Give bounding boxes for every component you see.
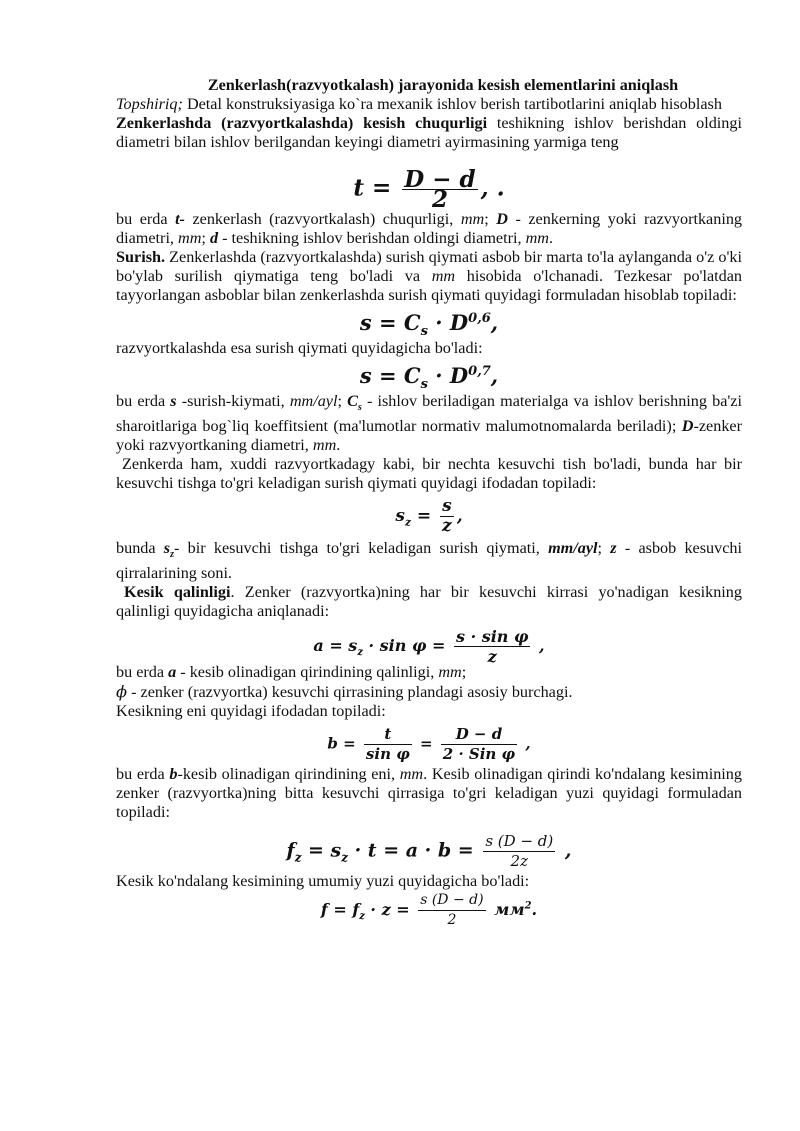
formula-b-fraction-2 bbox=[441, 725, 517, 764]
legend-text: . bbox=[548, 229, 554, 247]
formula-fz-sub-2: z bbox=[341, 850, 348, 865]
formula-f-end: . bbox=[531, 900, 538, 920]
formula-a-mid: · sin φ = bbox=[362, 636, 451, 656]
unit-mm: mm bbox=[399, 765, 424, 784]
legend-text: zenkerlash (razvyortkalash) chuqurligi, bbox=[184, 210, 461, 228]
task-text: Detal konstruksiyasiga ko`ra mexanik ishlov berish tartibotlarini aniqlab hisoblash bbox=[182, 95, 722, 113]
formula-b-fraction-1 bbox=[364, 725, 412, 764]
legend-text: bu erda bbox=[116, 765, 170, 784]
total-area-paragraph: Kesik ko'ndalang kesimining umumiy yuzi quyidagicha bo'ladi: bbox=[116, 872, 530, 891]
ream-paragraph: razvyortkalashda esa surish qiymati quyidagicha bo'ladi: bbox=[116, 339, 483, 357]
depth-heading: Zenkerlashda (razvyortkalashda) kesish chuqurligi bbox=[116, 114, 488, 132]
feed-legend bbox=[116, 392, 742, 455]
symbol-C: C bbox=[347, 392, 358, 410]
angle-legend bbox=[116, 682, 742, 702]
formula-sz-tail: , bbox=[456, 506, 463, 527]
unit-mm: mm bbox=[431, 267, 456, 285]
formula-b-numerator-1: t bbox=[364, 725, 412, 745]
thickness-text: . Zenker (razvyortka)ning har bir kesuvchi kirrasi yo'nadigan kesikning qalinligi quyidagicha aniqlanadi: bbox=[116, 583, 742, 621]
thickness-heading: Kesik qalinligi bbox=[124, 583, 231, 602]
formula-a-denominator: z bbox=[487, 647, 497, 667]
symbol-d: d bbox=[209, 229, 219, 247]
legend-text: bu erda bbox=[116, 392, 171, 410]
formula-sz-sub: z bbox=[404, 516, 411, 529]
formula-feed-zenker-tail: , bbox=[490, 310, 499, 335]
formula-fz-mid: = s bbox=[301, 839, 342, 862]
legend-text: - bir kesuvchi tishga to'gri keladigan surish qiymati, bbox=[174, 539, 549, 558]
formula-sz-fraction bbox=[440, 497, 454, 536]
formula-fz-numerator: s (D − d) bbox=[485, 832, 554, 851]
tooth-legend bbox=[116, 539, 742, 583]
legend-text: bunda bbox=[116, 539, 164, 558]
formula-sz-denominator: z bbox=[442, 516, 452, 537]
symbol-sz-sub: z bbox=[170, 549, 175, 561]
legend-text: . Kesib olinadigan qirindi ko'ndalang kesimining zenker (razvyortka)ning bitta kesuvchi qirrasiga to'gri keladigan yuzi quyidagi formuladan topiladi: bbox=[116, 765, 742, 822]
formula-f-sub: z bbox=[359, 911, 365, 923]
feed-heading: Surish. bbox=[116, 248, 166, 266]
depth-text: teshikning ishlov berishdan oldingi diametri bilan ishlov berilgandan keyingi diametri ayirmasining yarmiga teng bbox=[116, 114, 742, 151]
formula-a-fraction bbox=[454, 627, 530, 666]
formula-f-lhs: f = f bbox=[320, 900, 360, 920]
depth-paragraph bbox=[116, 114, 742, 152]
formula-fz-mid-2: · t = a · b = bbox=[347, 839, 481, 862]
formula-sz-eq: = bbox=[410, 506, 438, 527]
formula-f-fraction bbox=[418, 891, 485, 930]
symbol-sz: s bbox=[163, 539, 171, 558]
formula-a-lhs: a = s bbox=[313, 636, 358, 656]
legend-text: ; bbox=[337, 392, 348, 410]
formula-f-numerator: s (D − d) bbox=[418, 891, 485, 911]
unit-mm: mm bbox=[178, 229, 202, 247]
formula-depth bbox=[116, 166, 742, 213]
legend-text: ; bbox=[484, 210, 497, 228]
legend-text: - teshikning ishlov berishdan oldingi diametri, bbox=[218, 229, 526, 247]
legend-text: ; bbox=[597, 539, 611, 558]
formula-f-unit: мм bbox=[488, 900, 525, 920]
legend-text: - asbob kesuvchi qirralarining soni. bbox=[116, 539, 742, 583]
formula-fz-fraction bbox=[483, 832, 555, 871]
page-title: Zenkerlash(razvyotkalash) jarayonida kesish elementlarini aniqlash bbox=[207, 76, 679, 94]
formula-a-numerator: s · sin φ bbox=[455, 627, 529, 647]
formula-depth-fraction bbox=[402, 166, 477, 213]
legend-text: - kesib olinadigan qirindining qalinligi, bbox=[176, 663, 439, 682]
thickness-paragraph bbox=[116, 583, 742, 621]
thickness-legend bbox=[116, 663, 742, 682]
formula-f-denominator: 2 bbox=[447, 912, 457, 929]
unit-mm: mm bbox=[525, 229, 549, 247]
formula-fz-sub: z bbox=[294, 850, 302, 865]
formula-depth-lhs: t bbox=[353, 174, 364, 202]
feed-text: hisobida o'lchanadi. Tezkesar po'latdan tayyorlangan asboblar bilan zenkerlashda surish qiymati quyidagi formuladan hisoblab topiladi: bbox=[116, 267, 743, 304]
formula-depth-tail: , . bbox=[480, 174, 505, 202]
symbol-D: D bbox=[681, 417, 694, 436]
formula-total-area bbox=[116, 891, 742, 929]
legend-text: . bbox=[336, 436, 341, 455]
width-legend bbox=[116, 765, 742, 822]
symbol-z: z bbox=[610, 539, 617, 558]
unit-mm-ayl: mm/ayl bbox=[548, 539, 598, 558]
unit-mm: mm bbox=[438, 663, 462, 682]
formula-b-eq: = bbox=[414, 734, 438, 753]
formula-fz-tail: , bbox=[558, 839, 572, 862]
formula-b-denominator-2: 2 · Sin φ bbox=[442, 745, 516, 764]
legend-text: -surish-kiymati, bbox=[176, 392, 290, 410]
formula-feed-reamer-sub: s bbox=[420, 377, 428, 393]
symbol-b: b bbox=[169, 765, 178, 784]
formula-b-tail: , bbox=[520, 734, 531, 753]
formula-b-denominator-1: sin φ bbox=[365, 745, 410, 764]
formula-feed-zenker-mid: · D bbox=[427, 310, 469, 335]
width-paragraph: Kesikning eni quyidagi ifodadan topiladi: bbox=[116, 702, 386, 721]
formula-feed-zenker bbox=[116, 309, 742, 340]
legend-text: bu erda bbox=[116, 210, 176, 228]
formula-fz-denominator: 2z bbox=[510, 852, 528, 871]
symbol-t: t- bbox=[175, 210, 185, 228]
formula-depth-denominator: 2 bbox=[431, 186, 448, 213]
legend-text: - zenker (razvyortka) kesuvchi qirrasining plandagi asosiy burchagi. bbox=[127, 683, 573, 702]
legend-text: ; bbox=[461, 663, 467, 682]
formula-f-mid: · z = bbox=[364, 900, 416, 920]
formula-feed-reamer-exp: 0,7 bbox=[468, 364, 491, 379]
formula-thickness bbox=[116, 627, 742, 667]
formula-fz-lhs: f bbox=[286, 839, 295, 862]
formula-a-sub: z bbox=[357, 647, 363, 659]
formula-sz-lhs: s bbox=[395, 506, 405, 527]
task-paragraph bbox=[116, 95, 742, 114]
legend-text: -zenker yoki razvyortkaning diametri, bbox=[116, 417, 742, 455]
formula-b-lhs: b = bbox=[327, 734, 361, 753]
task-label: Topshiriq; bbox=[116, 95, 183, 113]
legend-text: - zenkerning yoki razvyortkaning diametri, bbox=[116, 210, 743, 247]
legend-text: ; bbox=[201, 229, 210, 247]
formula-feed-reamer bbox=[116, 362, 742, 393]
unit-mm: mm bbox=[312, 436, 337, 455]
formula-depth-numerator: D − d bbox=[404, 166, 476, 193]
symbol-s: s bbox=[170, 392, 177, 410]
feed-text: Zenkerlashda (razvyortkalashda) surish qiymati asbob bir marta to'la aylanganda o'z o'ki bo'ylab surilish qiymatiga teng bo'ladi va bbox=[116, 248, 742, 285]
unit-mm-ayl: mm/ayl bbox=[289, 392, 338, 410]
teeth-paragraph: Zenkerda ham, xuddi razvyortkadagy kabi, bir nechta kesuvchi tish bo'ladi, bunda har bir kesuvchi tishga to'gri keladigan surish qiymati quyidagi ifodadan topiladi: bbox=[116, 455, 742, 493]
formula-b-numerator-2: D − d bbox=[441, 725, 517, 745]
formula-feed-reamer-mid: · D bbox=[427, 363, 469, 388]
depth-legend bbox=[116, 210, 742, 248]
formula-feed-reamer-lhs: s = C bbox=[359, 363, 421, 388]
formula-feed-zenker-exp: 0,6 bbox=[468, 311, 491, 326]
formula-sz-numerator: s bbox=[440, 497, 454, 517]
formula-feed-zenker-sub: s bbox=[420, 324, 428, 340]
symbol-D: D bbox=[496, 210, 508, 228]
formula-feed-zenker-lhs: s = C bbox=[359, 310, 421, 335]
legend-text: bu erda bbox=[116, 663, 169, 682]
symbol-C-sub: s bbox=[357, 402, 362, 414]
symbol-a: a bbox=[168, 663, 177, 682]
formula-feed-per-tooth bbox=[116, 496, 742, 537]
unit-mm: mm bbox=[460, 210, 485, 228]
formula-width bbox=[116, 725, 742, 764]
formula-area-per-edge bbox=[116, 832, 742, 871]
formula-depth-eq: = bbox=[363, 174, 400, 202]
symbol-phi: ϕ bbox=[116, 682, 128, 702]
legend-text: - ishlov beriladigan materialga va ishlov berishning ba'zi sharoitlariga bog`liq koeffitsient (ma'lumotlar normativ malumotnomalarda beriladi); bbox=[116, 392, 742, 436]
formula-a-tail: , bbox=[533, 636, 545, 656]
document-page bbox=[116, 76, 743, 929]
feed-paragraph bbox=[116, 248, 742, 305]
formula-f-unit-exp: 2 bbox=[524, 901, 532, 913]
formula-feed-reamer-tail: , bbox=[490, 363, 499, 388]
legend-text: -kesib olinadigan qirindining eni, bbox=[177, 765, 400, 784]
